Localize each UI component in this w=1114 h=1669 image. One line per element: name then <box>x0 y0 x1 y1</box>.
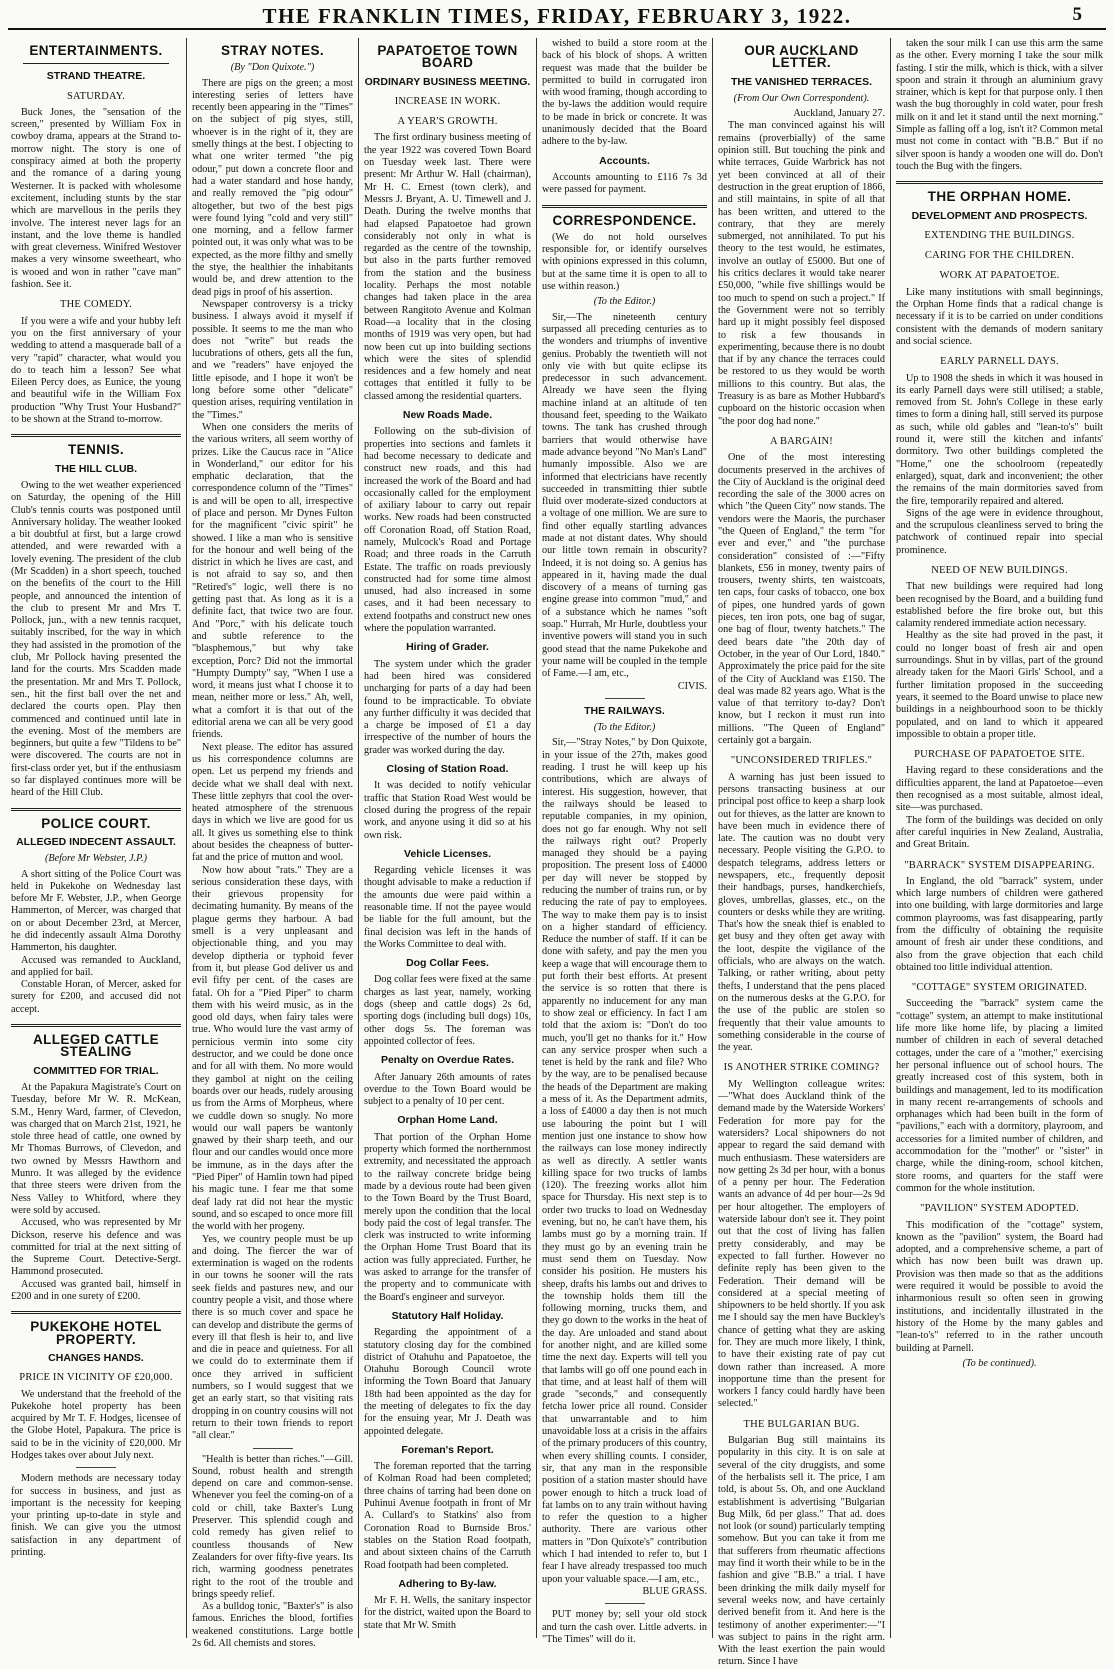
from-note: (From Our Own Correspondent). <box>733 92 870 104</box>
paragraph: One of the most interesting documents preserved in the archives of the City of Auckland is the original deed recording the sale of the 3000 acres on which "the Queen City" now stands. The vendors were the Maoris, the purchaser "the Queen of England," the term "for ever and ever," and "the purchase consideration" consisted of :—"Fifty blankets, £56 in money, twenty pairs of trousers, twenty shirts, ten waistcoats, ten caps, four casks of tobacco, one box of pipes, one hundred yards of gown pieces, ten iron pots, one bag of sugar, one bag of flour, twenty hatchets." The deed bears date "the 20th day of October, in the year of Our Lord, 1840." Approximately the price paid for the site of the City of Auckland was £150. The deal was made 82 years ago. What is the value of that territory to-day? Don't know, but I reckon it must run into millions. "The Queen of England" certainly got a bargain. <box>718 452 885 747</box>
subheading-pavilion: "PAVILION" SYSTEM ADOPTED. <box>920 1203 1079 1215</box>
paragraph: We understand that the freehold of the Pukekohe hotel property has been acquired by Mr T. F. Hodges, licensee of the Globe Hotel, Papakura. The price is said to be in the vicinity of £20,000. Mr Hodges takes over about July next. <box>11 1388 181 1461</box>
to-be-continued: (To be continued). <box>962 1357 1037 1369</box>
subheading-trifles: "UNCONSIDERED TRIFLES." <box>730 755 873 767</box>
subheading-bylaw: Adhering to By-law. <box>398 1577 497 1590</box>
heading-police-court: POLICE COURT. <box>41 815 151 831</box>
heading-tennis: TENNIS. <box>67 442 125 458</box>
columns <box>6 38 1108 1668</box>
paragraph: That portion of the Orphan Home property which formed the northernmost extremity, and necessitated the approach to the railway concrete bridge being made by a devious route had been given to the Town Board by the Trust Board, merely upon the condition that the local body paid the cost of legal transfer. The clerk was instructed to write informing the Orphan Home Trust Board that its action was fully appreciated. Further, he was asked to arrange for the transfer of the property and to communicate with the Board's engineer and surveyor. <box>364 1131 531 1303</box>
paragraph: "Health is better than riches."—Gill. Sound, robust health and strength depend on care and common-sense. Whenever you feel the coming-on of a cold or chill, take Baxter's Lung Preserver. This splendid cough and cold remedy has given relief to countless thousands of New Zealanders for over fifty-five years. Its rich, warming goodness penetrates right to the root of the trouble and brings speedy relief. <box>192 1453 353 1600</box>
paragraph: As a bulldog tonic, "Baxter's" is also famous. Enriches the blood, fortifies weakened constitutions. Large bottle 2s 6d. All chemists and stores. <box>192 1601 353 1649</box>
paragraph: The form of the buildings was decided on only after careful inquiries in New Zealand, Australia, and Great Britain. <box>896 814 1103 851</box>
paragraph: Following on the sub-division of properties into sections and famlets it had become necessary to dedicate and construct new roads, and this had increased the work of the Board and had occasionally called for the employment of axiliary labour to carry out repair works. New roads had been constructed off Coronation Road, off Station Road, namely, Mulcock's Road and Portage Road; and three roads in the Carruth Estate. The traffic on roads previously constructed had for some time almost unused, had also increased in some cases, and it had been necessary to extend footpaths and construct new ones where the population warranted. <box>364 426 531 635</box>
heading-hotel-property: PUKEKOHE HOTEL PROPERTY. <box>30 1319 162 1347</box>
to-editor: (To the Editor.) <box>593 722 656 734</box>
paragraph: Regarding the appointment of a statutory closing day for the combined district of Otahuhu and Papatoetoe, the Otahuhu Borough Council wrote informing the Town Board that January 18th had been appointed as the day for the meeting of delegates to fix the day for the ensuing year, Mr J. Death was appointed delegate. <box>364 1327 531 1437</box>
heading-cattle-stealing: ALLEGED CATTLE STEALING <box>32 1032 160 1060</box>
subheading-foreman: Foreman's Report. <box>401 1443 494 1456</box>
heading-committed: COMMITTED FOR TRIAL. <box>33 1064 159 1077</box>
byline: (By "Don Quixote.") <box>230 62 315 74</box>
subheading-bulgarian-bug: THE BULGARIAN BUG. <box>743 1418 860 1430</box>
heading-railways: THE RAILWAYS. <box>584 704 665 717</box>
paragraph: Sir,—The nineteenth century surpassed all preceding centuries as to the wonders and triumphs of inventive genius. Probably the twentieth will not only vie with but quite eclipse its predecessor in such advancement. Already we have seen the flying machine inland at an altitude of ten thousand feet, speeding to the Waikato towns. The tank has crushed through barriers that would otherwise have made advance beyond "No Man's Land" humanly impossible. Also we are informed that electricians have recently succeeded in transmitting thier subtle fluid over moderate-sized conductors at a voltage of one million. We are sure to find other equally startling advances made at not distant dates. Why should our little town remain in obscurity? Indeed, it is not doing so. A genius has appeared in it, having made the dual discovery of a means of turning gas engine grease into common "mud," and of a substance which he names "soft soap." Hurrah, Mr Hurle, doubtless your inventive powers will stand you in such good stead that the name Pukekohe and your name will be coupled in the temple of Fame.—I am, etc., <box>542 311 707 680</box>
subheading-vehicle: Vehicle Licenses. <box>404 847 491 860</box>
subheading-price: PRICE IN VICINITY OF £20,000. <box>19 1372 173 1384</box>
paragraph: A warning has just been issued to persons transacting business at our principal post office to keep a sharp look out for thieves, as the latter are known to have been much in evidence there of late. The caution was no doubt very necessary. People visiting the G.P.O. to despatch telegrams, address letters or newspapers, etc., frequently deposit their handbags, purses, handkerchiefs, gloves, umbrellas, glasses, etc., on the counters or desks while they are writing. That's how the sneak thief is enabled to get busy and they often get away with the loot, despite the vigilance of the officials, who are always on the watch. Talking, or rather writing, about petty thefts, I understand that the pens placed on the numerous desks at the G.P.O. for the use of the public are stolen so frequently that their value amounts to something considerable in the course of the year. <box>718 771 885 1054</box>
subheading-caring: CARING FOR THE CHILDREN. <box>924 250 1075 262</box>
paragraph: At the Papakura Magistrate's Court on Tuesday, before Mr W. R. McKean, S.M., Henry Ward, farmer, of Clevedon, was charged that on March 21st, 1921, he stole three head of cattle, one owned by Mr Thomas Burrows, of Clevedon, and two owned by Messrs Hawthorn and Munro. It was alleged by the evidence that three steers were driven from the Ness Valley to Whitford, where they were sold by accused. <box>11 1081 181 1216</box>
subheading-closing: Closing of Station Road. <box>386 763 509 776</box>
subheading-growth: A YEAR'S GROWTH. <box>397 116 498 128</box>
paragraph: wished to build a store room at the back of his block of shops. A written request was made that the builder be permitted to build in corrugated iron with wood framing, though according to the by-laws the addition would require to be made in brick or concrete. It was unanimously decided that the Board adhere to the by-law. <box>542 38 707 148</box>
before-note: (Before Mr Webster, J.P.) <box>44 853 148 865</box>
dateline: Auckland, January 27. <box>793 108 885 120</box>
paragraph: Modern methods are necessary today for success in business, and just as important is the necessity for keeping your printing up-to-date in style and finish. We can give you the utmost satisfaction in any department of printing. <box>11 1473 181 1559</box>
paragraph: Next please. The editor has assured us his correspondence columns are open. Let us perpend my friends and decide what we shall deal with next. These little zephyrs that cool the over-heated atmosphere of the strenuous days in which we live are good for us all. It gives us something else to think about besides the cheapness of butter-fat and the price of mutton and wool. <box>192 741 353 864</box>
paragraph: A short sitting of the Police Court was held in Pukekohe on Wednesday last before Mr F. Webster, J.P., when George Hammerton, of Mercer, was charged that on or about December 23rd, at Mercer, he did indecently assault Alma Dorothy Hammerton, his daughter. <box>11 868 181 954</box>
paragraph: After January 26th amounts of rates overdue to the Town Board would be subject to a penalty of 10 per cent. <box>364 1071 531 1108</box>
heading-indecent-assault: ALLEGED INDECENT ASSAULT. <box>16 835 176 848</box>
heading-strand-theatre: STRAND THEATRE. <box>46 70 146 83</box>
subheading-bargain: A BARGAIN! <box>770 435 833 447</box>
paragraph: Like many institutions with small beginnings, the Orphan Home finds that a radical change is necessary if it is to be carried on under conditions consistent with the demands of modern sanitary and social science. <box>896 286 1103 347</box>
paragraph: PUT money by; sell your old stock and turn the cash over. Little adverts. in "The Times" will do it. <box>542 1609 707 1645</box>
column-5 <box>712 38 890 1668</box>
paragraph: Accused was remanded to Auckland, and applied for bail. <box>11 954 181 978</box>
paragraph: The man convinced against his will remains (proverbially) of the same opinion still. But touching the pink and white terraces, Guide Warbrick has not yet been convinced at all of their destruction in the great eruption of 1866, and still maintains, in spite of all that has been written, and uttered to the contrary, that they are merely submerged, not annihilated. To put his theory to the test would, he estimates, involve an outlay of £5000. But one of his critics declares it would take nearer £50,000, "while five shillings would be too much to spend on such a project." If the Government were not so terribly hard up it might possibly feel disposed to risk a few thousands in experimenting, because there is no doubt that if by any chance the terraces could be restored to us they would be worth millions to this country. But alas, the Treasury is as bare as Mother Hubbard's cupboard on the historic occasion when "the poor dog had none." <box>718 120 885 427</box>
subheading-cottage: "COTTAGE" SYSTEM ORIGINATED. <box>911 982 1088 994</box>
paragraph: This modification of the "cottage" system, known as the "pavilion" system, the Board had adopted, and a comprehensive scheme, a part of which has now been built was drawn up. Provision was then made so that as the additions were required it would be possible to avoid the inharmonious result so often seen in growing institutions, and incidentally illustrated in the history of the Home by the many gables and "lean-to's" referred to in the rather uncouth building at Parnell. <box>896 1219 1103 1354</box>
subheading-increase: INCREASE IN WORK. <box>394 95 501 107</box>
subheading-purchase: PURCHASE OF PAPATOETOE SITE. <box>914 749 1085 761</box>
heading-correspondence: CORRESPONDENCE. <box>552 212 697 228</box>
paragraph: Having regard to these considerations and the difficulties apparent, the land at Papatoetoe—even then recognised as a most suitable, almost ideal, site—was purchased. <box>896 765 1103 814</box>
paragraph: Accused, who was represented by Mr Dickson, reserve his defence and was committed for trial at the next sitting of the Supreme Court. Detective-Sergt. Hammond prosecuted. <box>11 1217 181 1278</box>
paragraph: If you were a wife and your hubby left you on the first anniversary of your wedding to attend a masquerade ball of a very "rapid" character, what would you do to teach him a lesson? See what Eileen Percy does, as Eunice, the young and beautiful wife in the William Fox production "Why Trust Your Husband?" to be shown at the Strand to-morrow. <box>11 315 181 426</box>
subheading-comedy: THE COMEDY. <box>59 299 132 311</box>
subheading-parnell: EARLY PARNELL DAYS. <box>940 356 1059 368</box>
paragraph: It was decided to notify vehicular traffic that Station Road West would be closed during the progress of the repair work, and anyone using it did so at his own risk. <box>364 780 531 841</box>
subheading-orphan: Orphan Home Land. <box>397 1114 498 1127</box>
subheading-dog: Dog Collar Fees. <box>406 957 489 970</box>
paragraph: Succeeding the "barrack" system came the "cottage" system, an attempt to make institutional life more like home life, by placing a limited number of children in each of several detached cottages, under the care of a "mother," exercising her personal influence out of school hours. The greatly increased cost of this system, both in buildings and management, led to its modification in many recent re-arrangements of schools and orphanages which had been built in the form of "pavilions," each with a dormitory, playroom, and accessories for a limited number of children, and accommodation for the "mother" or "sister" in charge, while the dining-room, school kitchen, store rooms, and quarters for the staff were common for the whole institution. <box>896 998 1103 1194</box>
paragraph: Yes, we country people must be up and doing. The fiercer the war of extermination is waged on the rodents in our towns he sooner will the rats seek fields and pastures new, and our country people a visit, and those where there is so much cover and space he can develop and distribute the germs of every ill that flesh is heir to, and live and die in peace and quietness. For all we could do to exterminate them if once they arrived in sufficient numbers, so I would suggest that we get an early start, so that visiting rats dropping in on country cousins will not return to their town friends to report "all clear." <box>192 1233 353 1442</box>
to-editor: (To the Editor.) <box>593 296 656 308</box>
paragraph: Newspaper controversy is a tricky business. I always avoid it myself if possible. It seems to me the man who does not "write" but reads the lucubrations of others, gets all the fun, and we "readers" have enjoyed the little episode, and I hope it won't be long before some other "delicate" question arises, requiring ventilation in the "Times." <box>192 298 353 421</box>
paragraph: Buck Jones, the "sensation of the screen," presented by William Fox in cowboy drama, appears at the Strand to-morrow night. The story is one of conspiracy aimed at both the property and the romance of a daring young Westerner. It is packed with wholesome excitement, including stunts by the star which are marvellous in the perils they involve. The interest never lags for an instant, and the love theme is handled with great cleverness. Winifred Westover makes a very winsome sweetheart, who is wooed and won in rather "cave man" fashion. See it. <box>11 106 181 291</box>
subheading-need: NEED OF NEW BUILDINGS. <box>931 564 1068 576</box>
heading-development: DEVELOPMENT AND PROSPECTS. <box>911 209 1088 222</box>
heading-hill-club: THE HILL CLUB. <box>54 462 138 475</box>
column-4 <box>536 38 712 1645</box>
paragraph: In England, the old "barrack" system, under which large numbers of children were gathered into one building, with large dormitories and large common playrooms, was fast disappearing, partly from the difficulty of obtaining the requisite amount of fresh air under these conditions, and also from the grave objection that each child obtained too little individual attention. <box>896 875 1103 973</box>
heading-town-board: PAPATOETOE TOWN BOARD <box>377 43 518 71</box>
paragraph: Sir,—"Stray Notes," by Don Quixote, in your issue of the 27th, makes good reading. I trust he will keep up his contributions, which are always of interest. His suggestion, however, that the railways should be leased to reputable companies, in my opinion, does not go far enough. Why not sell the railways right out? Properly managed they should be a paying proposition. The present loss of £4000 per day will never be stopped by reducing the number of trains run, or by reducing the rate of pay to employees. The way to make them pay is to insist on a higher standard of efficiency. Reduce the number of staff. If it can be done with safety, and pay the men you keep a wage that will encourage them to put forth their best efforts. At present the service is so rotten that there is apparently no inducement for any man to show zeal or efficiency. In fact I am told that the axiom is: "Don't do too much, you'll get no thanks for it." How can any service prosper when such a tenet is held by the rank and file? Who by the way, are to be penalised because the heads of the Department are making a mess of it. As the Department admits, a loss of £4000 a day then is not much use labouring the point but I will mention just one instance to show how the railways can lose money indirectly as well as directly. A settler wants killing space for two trucks of lambs (120). The freezing works allot him space for Thursday. His next step is to order two trucks to load on Wednesday evening, but no, he can't have them, his lambs must go by a morning train. If they must go by an evening train he must send them on Tuesday. Now consider his position. He musters his sheep, drafts his lambs out and drives to the township holds them till the following morning, trucks them, and they go down to the works in the heat of the day. Are unloaded and stand about for another night, and are killed some time the next day. Experts will tell you that lambs will go off one pound each in that time, and at least half of them will grade "seconds," and consequently fetcha lower price all round. Consider that unwarrantable and to him unavoidable loss at a crisis in the affairs of the primary producers of this country, when every shilling counts. I consider, sir, that any man in the responsible position of a station master should have power enough to hitch a truck load of fat lambs on to any train without having to refer the question to a higher authority. There are various other matters in "Don Quixote's" contribution which I had intended to refer to, but I fear I have already trespassed too much upon your valuable space.—I am, etc., <box>542 737 707 1585</box>
heading-vanished-terraces: THE VANISHED TERRACES. <box>731 75 872 88</box>
paragraph: Regarding vehicle licenses it was thought advisable to make a reduction if the amounts due were paid within a reasonable time. If not the payee would be liable for the full amount, but the final decision was left in the hands of the Works Committee to deal with. <box>364 865 531 950</box>
subheading-work: WORK AT PAPATOETOE. <box>939 270 1060 282</box>
subheading-extending: EXTENDING THE BUILDINGS. <box>924 229 1075 241</box>
signature: CIVIS. <box>677 680 707 692</box>
page-number: 5 <box>1072 4 1082 25</box>
paragraph: Healthy as the site had proved in the past, it could no longer boast of fresh air and open surroundings. Shut in by villas, part of the ground already taken for the Maori Girls' School, and a further limitation proposed in the succeeding years, it seemed to the Board unwise to place new buildings in a neighbourhood soon to be thickly populated, and on land to which it appeared impossible to obtain a proper title. <box>896 630 1103 740</box>
paragraph: My Wellington colleague writes:—"What does Auckland think of the demand made by the Waterside Workers' Federation for more pay for the watersiders? Local shipowners do not appear to regard the said demand with much enthusiasm. These watersiders are now getting 2s 3d per hour, with a bonus of a penny per hour. The Federation wants an advance of 4d per hour—2s 9d per hour altogether. The employers of waterside labour don't see it. They point out that the cost of living has fallen pretty considerably, and may be expected to fall further. However no definite reply has been given to the Federation. Their demand will be considered at a special meeting of shipowners to be held shortly. If you ask me I should say the men have Buckley's chance of getting what they are asking for. They are much more likely, I think, to have their existing rate of pay cut down rather than increased. A more inopportune time than the present for workers I fancy could hardly have been selected." <box>718 1078 885 1410</box>
column-1 <box>6 38 186 1638</box>
heading-entertainments: ENTERTAINMENTS. <box>29 43 163 58</box>
masthead <box>8 4 1106 30</box>
paragraph: When one considers the merits of the various writers, all seem worthy of prizes. Like the Caucus race in "Alice in Wonderland," our editor for his emphatic declaration, that the correspondence column of the "Times" is and will be open to all, irrespective of place and person. Mr Dynes Fulton for the magnificent "civic spirit" he showed. I like a man who is sensitive for the honour and well being of the district in which he lives are cast, and is not afraid to say so, and then "Retired's" logic, well there is no getting past that. As long as it is a definite fact, that twice two are four. And "Porc," with his delicate touch and subtle reference to the "blasphemous," but why take exception, Porc? Did not the immortal "Humpty Dumpty" say, "When I use a word, it means just what I choose it to mean, neither more or less." Ah, well, what a comfort it is that out of the editorial arena we can all be very good friends. <box>192 421 353 741</box>
paragraph: Up to 1908 the sheds in which it was housed in its early Parnell days were still utilised; a stable, removed from St. John's College in these early times to form a dining hall, still served its purpose as such, while old gables and "lean-to's" built round it, were still the kitchen and infants' dormitory. Two other buildings completed the "Home," one the schoolroom (repeatedly enlarged), squat, dark and inconvenient; the other the remains of the main dormitories saved from the fire, temporarily repaired and altered. <box>896 372 1103 507</box>
subheading-holiday: Statutory Half Holiday. <box>391 1309 504 1322</box>
paragraph: Now how about "rats." They are a serious consideration these days, with their grievous propensity for decimating humanity. By means of the plague germs they harbour. A bad smell is a very unpleasant and objectionable thing, and you may develop diptheria or typhoid fever from it, but please God deliver us and evil fifty per cent. of the cases are fatal. Oh for a "Pied Piper" to charm them with his weird music, as in the good old days, when fairy tales were true. Who would lure the vast army of pernicious vermin into some city destructor, and we could be done once and for all with them. No more would they gambol at night on the ceiling boards over our heads, rudely arousing us from the Arms of Morpheus, where we cuddle down so snugly. No more would our wall papers be wantonly gnawed by their sharp teeth, and our flour and our candles would once more be immune, as in the days after the "Pied Piper" of Hamlin town had piped his magic tune. I fear me that some deaf lady rat did not hear the mystic sound, and so escaped to once more fill the world with her progeny. <box>192 864 353 1233</box>
paragraph: Constable Horan, of Mercer, asked for surety for £200, and accused did not accept. <box>11 979 181 1015</box>
masthead-title: THE FRANKLIN TIMES, FRIDAY, FEBRUARY 3, 1922. <box>262 3 852 28</box>
paragraph: There are pigs on the green; a most interesting series of letters have recently been appearing in the "Times" on the subject of pig styes, still, whoever is in the right of it, they are smelly things at the best. I objecting to what one writer termed "the pig odour," put down a concrete floor and had a water standard and hose handy, and really removed the "pig odour" altogether, but two of the best pigs were found lying "cold and very still" one morning, and a fellow farmer pointed out, it was only what was to be expected, as the more filthy and smelly the stye, the healthier the inhabitants would be, and drew attention to the dead pigs in proof of his assertion. <box>192 77 353 298</box>
heading-auckland-letter: OUR AUCKLAND LETTER. <box>744 43 859 71</box>
subheading-barrack: "BARRACK" SYSTEM DISAPPEARING. <box>904 859 1095 871</box>
subheading-saturday: SATURDAY. <box>66 90 126 102</box>
paragraph: Accused was granted bail, himself in £200 and in one surety of £200. <box>11 1278 181 1303</box>
subheading-strike: IS ANOTHER STRIKE COMING? <box>723 1062 880 1074</box>
column-6 <box>890 38 1108 1638</box>
column-3 <box>358 38 536 1638</box>
paragraph: Mr F. H. Wells, the sanitary inspector for the district, waited upon the Board to state that Mr W. Smith <box>364 1595 531 1631</box>
paragraph: The foreman reported that the tarring of Kolman Road had been completed; three chains of tarring had been done on Puhinui Avenue footpath in front of Mr A. Cullard's to Statkins' also from Coronation Road to Burnside Bros.' stables on the Station Road footpath, and about sixteen chains of the Carruth Road footpath had been completed. <box>364 1461 531 1571</box>
subheading-grader: Hiring of Grader. <box>406 641 489 654</box>
heading-changes-hands: CHANGES HANDS. <box>48 1351 144 1364</box>
heading-stray-notes: STRAY NOTES. <box>220 43 325 58</box>
paragraph: The first ordinary business meeting of the year 1922 was covered Town Board on Tuesday week last. There were present: Mr Arthur W. Hall (chairman), Mr H. C. Ernest (town clerk), and Messrs J. Bryant, A. U. Timewell and J. Death. During the twelve months that had elapsed Papatoetoe had grown considerably not only in what is regarded as the centre of the township, but also in the parts further removed from the station and the business locality. Perhaps the most notable changes had taken place in the area between Rangitoto Avenue and Kolman Road—a locality that in the closing months of 1919 was very open, but had now been cut up into building sections which were the sites of splendid residences and a few homely and neat cottages that entitled it fully to be classed among the residential quarters. <box>364 132 531 402</box>
paragraph: Owing to the wet weather experienced on Saturday, the opening of the Hill Club's tennis courts was postponed until Anniversary holiday. The weather looked a bit doubtful at first, but a large crowd attended, and were rewarded with a lovely evening. The president of the club (Mr Scadden) in a short speech, touched on the benefits of the court to the Hill people, and announced the intention of the club to present Mr and Mrs T. Pollock, jun., with a new tennis racquet, suitably inscribed, for the way in which they had assisted in the promotion of the club, Mr Pollock having presented the land for the courts. Mrs Scadden made the presentation. Mr and Mrs T. Pollock, sen., hit the first ball over the net and declared the courts open. Play then commenced and continued until late in the evening. Most of the members are beginners, but quite a few "Tildens to be" were discovered. The courts are not in first-class order yet, but if the enthusiasm so far displayed continues more will be heard of the Hill Club. <box>11 479 181 799</box>
disclaimer: (We do not hold ourselves responsible for, or identify ourselves with opinions expressed in this column, but at the same time it is open to all to use within reason.) <box>542 231 707 293</box>
paragraph: Signs of the age were in evidence throughout, and the scrupulous cleanliness served to bring the patchwork of continued repair into special prominence. <box>896 507 1103 556</box>
paragraph: That new buildings were required had long been recognised by the Board, and a building fund established before the fire broke out, but this calamity rendered immediate action necessary. <box>896 581 1103 630</box>
signature: BLUE GRASS. <box>642 1585 707 1597</box>
heading-business-meeting: ORDINARY BUSINESS MEETING. <box>364 75 531 88</box>
column-2 <box>186 38 358 1649</box>
paragraph: Bulgarian Bug still maintains its popularity in this city. It is on sale at several of the city druggists, and some of the herbalists sell it. The price, I am told, is about 5s. Oh, and one Auckland establishment is advertising "Bulgarian Bug Milk, 6d per glass." That ad. does not look (or sound) particularly tempting somehow. But you can take it from me that sufferers from rheumatic affections may find it worth their while to be in the fashion and give "B.B." a trial. I have been drinking the milk daily myself for several weeks now, and have certainly derived benefit from it. And here is the testimony of another experimenter:—"I was subject to pains in the right arm. With the least exertion the pain would return. Since I have <box>718 1435 885 1668</box>
heading-orphan-home: THE ORPHAN HOME. <box>927 189 1072 205</box>
paragraph: Accounts amounting to £116 7s 3d were passed for payment. <box>542 171 707 196</box>
paragraph: taken the sour milk I can use this arm the same as the other. Every morning I take the sour milk fasting. I stir the milk, which is thick, with a silver spoon and strain it through an aluminium gravy strainer, which is kept for that purpose only. I then wash the bug thoroughly in cold water, pour fresh milk on it and let it stand until the next morning." Simple as falling off a log, isn't it? Common metal must not come in contact with "B.B." But if no silver spoon is handy a wooden one will do. Don't touch the Bug with the fingers. <box>896 38 1103 172</box>
paragraph: The system under which the grader had been hired was considered uncharging for parts of a day had been found to be impracticable. To obviate any further difficulty it was decided that a charge be imposed of £1 a day irrespective of the number of hours the grader was worked during the day. <box>364 658 531 756</box>
subheading-roads: New Roads Made. <box>402 409 493 422</box>
subheading-accounts: Accounts. <box>599 154 650 167</box>
subheading-penalty: Penalty on Overdue Rates. <box>380 1054 515 1067</box>
paragraph: Dog collar fees were fixed at the same charges as last year, namely, working dogs (sheep and cattle dogs) 2s 6d, sporting dogs (including bull dogs) 10s, other dogs 5s. The foreman was appointed collector of fees. <box>364 974 531 1047</box>
